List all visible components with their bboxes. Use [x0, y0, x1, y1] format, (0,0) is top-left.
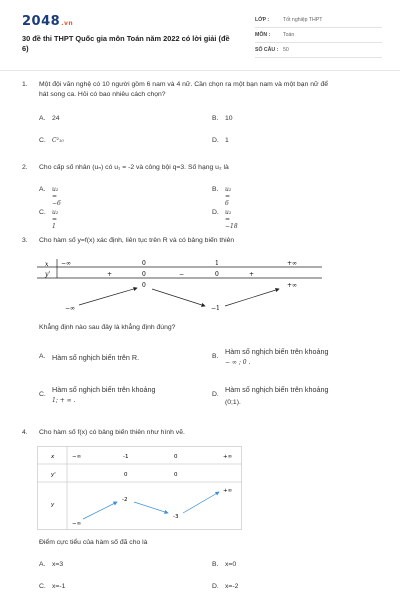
x-value: 0: [142, 260, 146, 267]
option-text: C²₁₀: [52, 137, 64, 144]
question-text: Cho hàm số y=f(x) xác định, liên tục trên R và có bảng biến thiên: [39, 237, 235, 244]
option-letter: C.: [39, 137, 46, 144]
option-text: Hàm số nghịch biến trên R.: [52, 353, 140, 362]
option-letter: A.: [39, 561, 46, 568]
y-value: −∞: [72, 521, 82, 527]
sign: +: [249, 271, 255, 278]
decrease-arrow: [152, 289, 205, 306]
yprime-label: y': [45, 271, 51, 278]
variation-table-q4: [37, 446, 242, 530]
option-b[interactable]: [212, 347, 382, 373]
option-text: x=-2: [225, 583, 239, 590]
x-value: -1: [123, 454, 129, 460]
x-value: −∞: [72, 454, 82, 460]
yprime-value: 0: [124, 472, 128, 478]
option-text: 24: [52, 115, 60, 122]
option-text: x=0: [225, 561, 237, 568]
x-value: +∞: [287, 260, 298, 267]
option-text: u₂ = 6: [225, 186, 232, 207]
option-text: 10: [225, 115, 233, 122]
option-letter: A.: [39, 353, 46, 360]
meta-count: [255, 45, 382, 58]
question-number: 4.: [22, 429, 28, 436]
option-letter: D.: [212, 137, 219, 144]
yprime-label: y': [51, 472, 56, 478]
question-text: Một đội văn nghệ có 10 người gồm 6 nam và 4 nữ. Cần chọn ra một bạn nam và một bạn nữ để: [39, 81, 329, 88]
x-label: x: [51, 454, 55, 460]
y-value: −1: [211, 305, 220, 312]
site-logo[interactable]: [22, 14, 73, 29]
sign: 0: [215, 271, 219, 278]
meta-key: MÔN :: [255, 32, 271, 38]
sign: +: [107, 271, 113, 278]
option-text: u₂ = −6: [52, 186, 61, 207]
option-text: u₂ = 1: [52, 209, 59, 230]
option-letter: B.: [212, 115, 219, 122]
variation-table-q3: [37, 253, 322, 313]
increase-arrow: [183, 492, 219, 513]
y-value: -3: [173, 514, 179, 520]
document-title: 30 đề thi THPT Quốc gia môn Toán năm 2022 có lời giải (đề 6): [22, 34, 230, 53]
option-interval: − ∞ ; 0 .: [225, 359, 251, 366]
sign: −: [179, 271, 185, 278]
meta-key: SỐ CÂU :: [255, 47, 279, 53]
y-value: -2: [122, 497, 128, 503]
option-text: Hàm số nghịch biến trên khoảng: [52, 385, 156, 394]
y-value: −∞: [65, 305, 76, 312]
option-text: 1: [225, 137, 229, 144]
option-text: x=-1: [52, 583, 66, 590]
logo-suffix: .vn: [61, 20, 74, 27]
question-text: hát song ca. Hỏi có bao nhiêu cách chọn?: [39, 91, 166, 98]
option-letter: C.: [39, 391, 46, 398]
y-value: 0: [142, 282, 146, 289]
option-letter: B.: [212, 353, 219, 360]
yprime-value: 0: [174, 472, 178, 478]
question-number: 2.: [22, 164, 28, 171]
x-value: −∞: [61, 260, 72, 267]
option-letter: B.: [212, 561, 219, 568]
increase-arrow: [79, 288, 137, 305]
x-value: 1: [215, 260, 219, 267]
option-c[interactable]: [39, 385, 209, 411]
option-interval: (0;1).: [225, 399, 241, 406]
x-label: x: [45, 261, 49, 268]
x-value: +∞: [223, 454, 233, 460]
sign: 0: [142, 271, 146, 278]
table-frame: [38, 447, 242, 530]
option-d[interactable]: [212, 385, 382, 411]
option-letter: D.: [212, 209, 219, 216]
option-a[interactable]: [39, 353, 199, 373]
question-number: 3.: [22, 237, 28, 244]
question-statement: Điểm cực tiểu của hàm số đã cho là: [39, 539, 148, 546]
increase-arrow: [225, 289, 279, 306]
header-divider: [0, 70, 400, 71]
meta-key: LỚP :: [255, 17, 270, 23]
question-number: 1.: [22, 81, 28, 88]
option-text: x=3: [52, 561, 64, 568]
option-text: Hàm số nghịch biến trên khoảng: [225, 385, 329, 394]
option-letter: B.: [212, 186, 219, 193]
increase-arrow: [83, 502, 117, 519]
meta-subject: [255, 30, 382, 43]
option-letter: C.: [39, 209, 46, 216]
option-letter: D.: [212, 391, 219, 398]
y-label: y: [51, 502, 55, 508]
option-interval: 1; + ∞ .: [52, 397, 76, 404]
meta-class: [255, 15, 382, 28]
meta-value: Tốt nghiệp THPT: [283, 17, 323, 23]
logo-text: 2048: [22, 14, 61, 29]
question-text: Cho cấp số nhân (uₙ) có u₁ = -2 và công bội q=3. Số hạng u₂ là: [39, 164, 229, 171]
meta-value: Toán: [283, 32, 295, 38]
y-value: +∞: [223, 488, 233, 494]
option-text: u₂ = −18: [225, 209, 238, 230]
x-value: 0: [174, 454, 178, 460]
option-letter: C.: [39, 583, 46, 590]
decrease-arrow: [134, 502, 168, 513]
meta-value: 50: [283, 47, 289, 53]
question-1: [0, 80, 400, 100]
y-value: +∞: [287, 282, 298, 289]
question-statement: Khẳng định nào sau đây là khẳng định đúng?: [39, 324, 176, 331]
option-letter: D.: [212, 583, 219, 590]
option-letter: A.: [39, 186, 46, 193]
option-letter: A.: [39, 115, 46, 122]
option-text: Hàm số nghịch biến trên khoảng: [225, 347, 329, 356]
question-text: Cho hàm số f(x) có bảng biến thiên như hình vẽ.: [39, 429, 185, 436]
